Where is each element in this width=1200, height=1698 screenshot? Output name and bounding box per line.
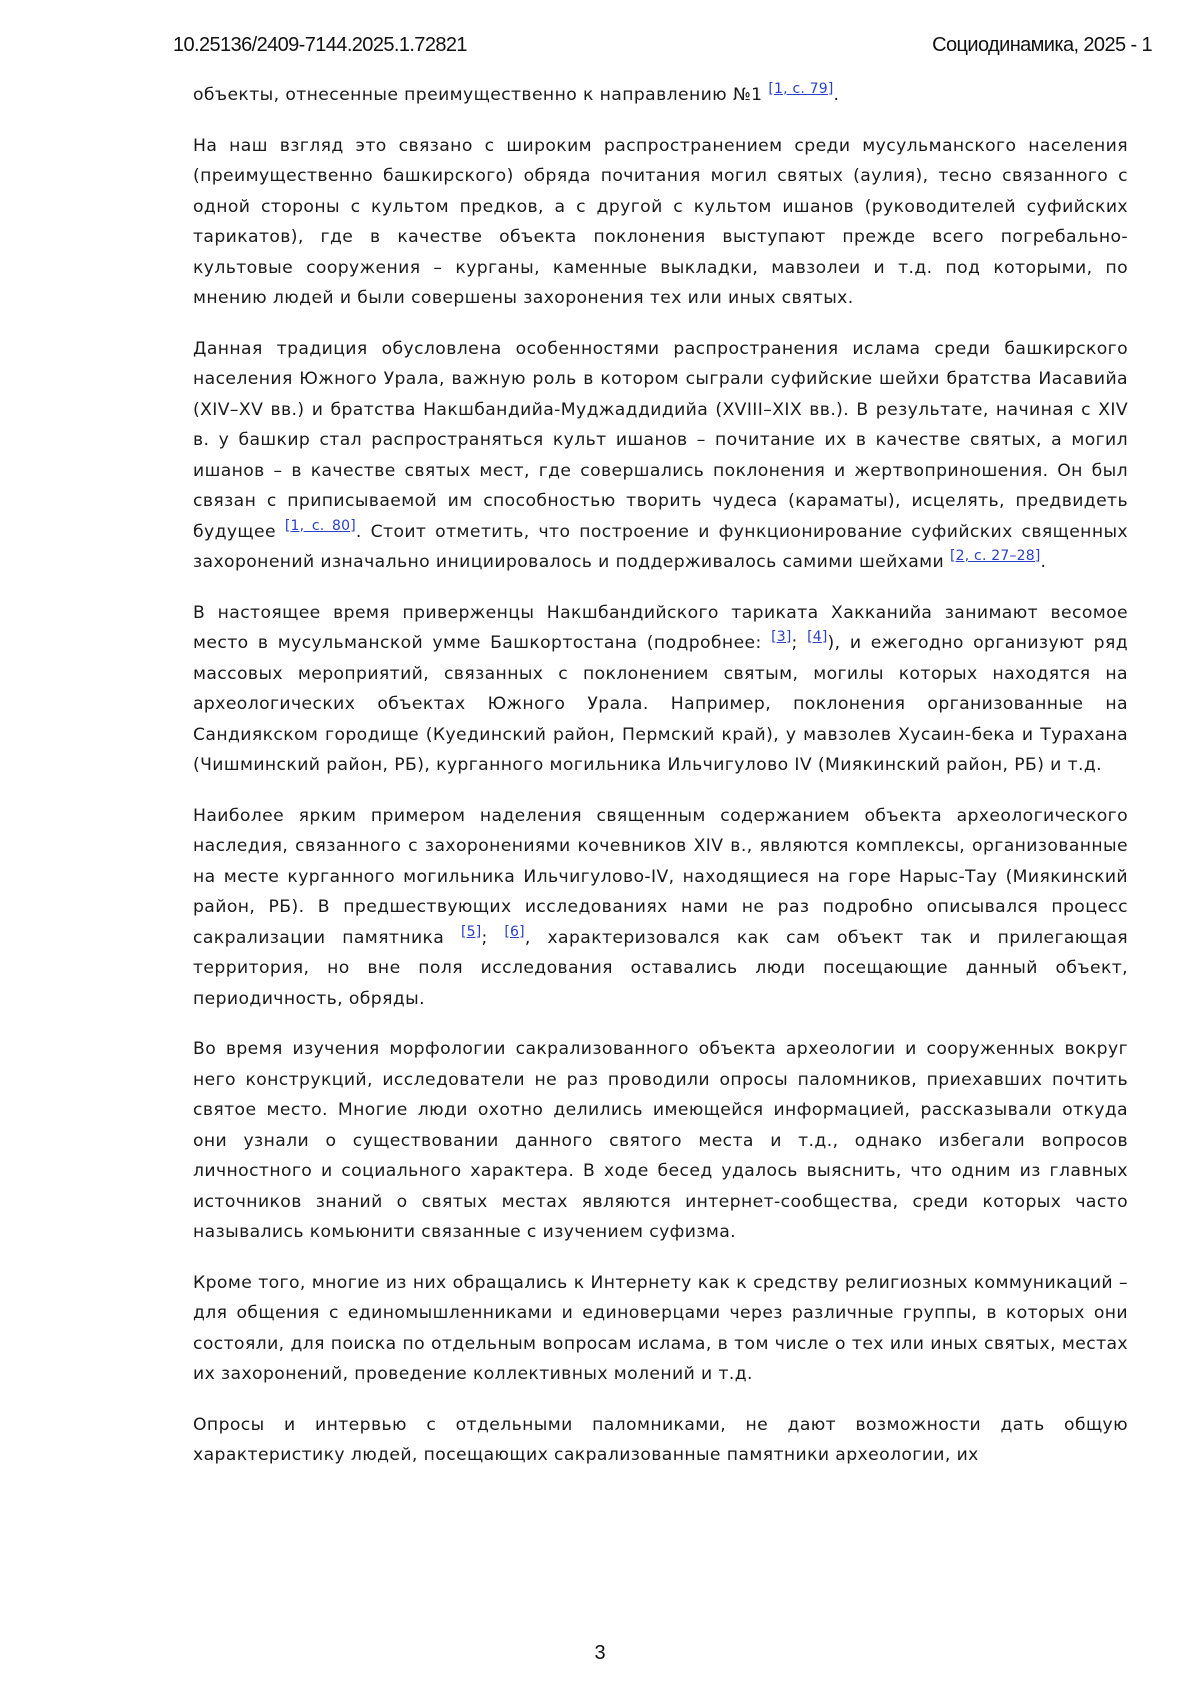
- paragraph: [193, 598, 1128, 781]
- citation-link[interactable]: [2, с. 27–28]: [950, 548, 1041, 564]
- paragraph-text: Данная традиция обусловлена особенностями распространения ислама среди башкирского населения Южного Урала, важную роль в котором сыграли суфийские шейхи братства Иасавийа (XIV–XV вв.) и братства Накшбандийа-Муджаддидийа (XVIII–XIX вв.). В результате, начиная с XIV в. у башкир стал распространяться культ ишанов – почитание их в качестве святых, а могил ишанов – в качестве святых мест, где совершались поклонения и жертвоприношения. Он был связан с приписываемой им способностью творить чудеса (караматы), исцелять, предвидеть будущее: [193, 339, 1128, 542]
- citation-link[interactable]: [1, с. 79]: [768, 81, 833, 97]
- paragraph-text: .: [1041, 552, 1047, 572]
- paragraph-text: ;: [481, 928, 504, 948]
- citation-link[interactable]: [5]: [461, 924, 481, 940]
- paragraph: [193, 334, 1128, 578]
- paragraph: [193, 1034, 1128, 1248]
- journal-header: Социодинамика, 2025 - 1: [932, 34, 1152, 57]
- citation-link[interactable]: [4]: [807, 629, 827, 645]
- citation-link[interactable]: [3]: [771, 629, 791, 645]
- paragraph: [193, 131, 1128, 314]
- paragraph-text: В настоящее время приверженцы Накшбандийского тариката Хакканийа занимают весомое место в мусульманской умме Башкортостана (подробнее:: [193, 603, 1128, 654]
- paragraph-text: Кроме того, многие из них обращались к Интернету как к средству религиозных коммуникаций – для общения с единомышленниками и единоверцами через различные группы, в которых они состояли, для поиска по отдельным вопросам ислама, в том числе о тех или иных святых, местах их захоронений, проведение коллективных молений и т.д.: [193, 1273, 1128, 1385]
- citation-link[interactable]: [1, с. 80]: [285, 518, 356, 534]
- paragraph: [193, 801, 1128, 1015]
- paragraph-text: ;: [792, 633, 808, 653]
- document-page: [0, 0, 1200, 1698]
- paragraph-text: На наш взгляд это связано с широким распространением среди мусульманского населения (преимущественно башкирского) обряда почитания могил святых (аулия), тесно связанного с одной стороны с культом предков, а с другой с культом ишанов (руководителей суфийских тарикатов), где в качестве объекта поклонения выступают прежде всего погребально-культовые сооружения – курганы, каменные выкладки, мавзолеи и т.д. под которыми, по мнению людей и были совершены захоронения тех или иных святых.: [193, 136, 1128, 309]
- paragraph-text: Во время изучения морфологии сакрализованного объекта археологии и сооруженных вокруг него конструкций, исследователи не раз проводили опросы паломников, приехавших почтить святое место. Многие люди охотно делились имеющейся информацией, рассказывали откуда они узнали о существовании данного святого места и т.д., однако избегали вопросов личностного и социального характера. В ходе бесед удалось выяснить, что одним из главных источников знаний о святых местах являются интернет-сообщества, среди которых часто назывались комьюнити связанные с изучением суфизма.: [193, 1039, 1128, 1242]
- page-number: 3: [0, 1642, 1200, 1665]
- paragraph-text: .: [834, 85, 840, 105]
- paragraph-text: Опросы и интервью с отдельными паломниками, не дают возможности дать общую характеристику людей, посещающих сакрализованные памятники археологии, их: [193, 1415, 1128, 1466]
- paragraph-text: Наиболее ярким примером наделения священным содержанием объекта археологического наследия, связанного с захоронениями кочевников XIV в., являются комплексы, организованные на месте курганного могильника Ильчигулово-IV, находящиеся на горе Нарыс-Тау (Миякинский район, РБ). В предшествующих исследованиях нами не раз подробно описывался процесс сакрализации памятника: [193, 806, 1128, 948]
- article-body: [193, 80, 1128, 1491]
- paragraph: [193, 1410, 1128, 1471]
- paragraph-text: . Стоит отметить, что построение и функционирование суфийских священных захоронений изначально инициировалось и поддерживалось самими шейхами: [193, 522, 1128, 573]
- paragraph: [193, 80, 1128, 111]
- paragraph: [193, 1268, 1128, 1390]
- doi-header: 10.25136/2409-7144.2025.1.72821: [173, 34, 467, 57]
- paragraph-text: , характеризовался как сам объект так и прилегающая территория, но вне поля исследования оставались люди посещающие данный объект, периодичность, обряды.: [193, 928, 1128, 1009]
- paragraph-text: объекты, отнесенные преимущественно к направлению №1: [193, 85, 768, 105]
- citation-link[interactable]: [6]: [504, 924, 524, 940]
- paragraph-text: ), и ежегодно организуют ряд массовых мероприятий, связанных с поклонением святым, могилы которых находятся на археологических объектах Южного Урала. Например, поклонения организованные на Сандиякском городище (Куединский район, Пермский край), у мавзолев Хусаин-бека и Турахана (Чишминский район, РБ), курганного могильника Ильчигулово IV (Миякинский район, РБ) и т.д.: [193, 633, 1128, 775]
